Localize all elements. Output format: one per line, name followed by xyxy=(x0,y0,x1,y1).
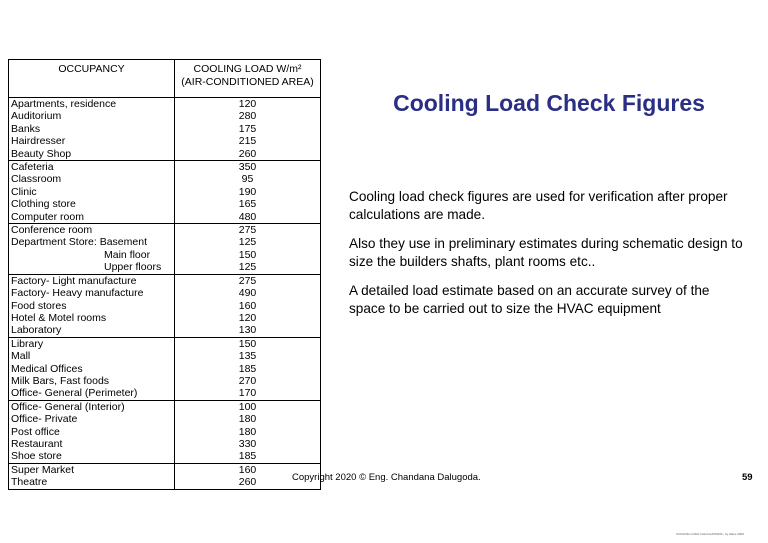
table-row xyxy=(9,110,321,122)
cooling-load-header-line1: COOLING LOAD W/m² xyxy=(193,63,302,75)
table-row xyxy=(9,350,321,362)
cooling-load-cell: 330 xyxy=(175,438,321,450)
occupancy-cell: Factory- Light manufacture xyxy=(9,274,175,287)
table-row xyxy=(9,236,321,248)
table-row xyxy=(9,274,321,287)
copyright-notice: Copyright 2020 © Eng. Chandana Dalugoda. xyxy=(292,472,481,483)
occupancy-cell: Theatre xyxy=(9,476,175,489)
table-row xyxy=(9,224,321,237)
cooling-load-cell: 175 xyxy=(175,123,321,135)
cooling-load-cell: 125 xyxy=(175,261,321,274)
occupancy-cell: Laboratory xyxy=(9,324,175,337)
occupancy-cell: Beauty Shop xyxy=(9,148,175,161)
occupancy-cell: Post office xyxy=(9,426,175,438)
table-body xyxy=(9,98,321,490)
occupancy-header: OCCUPANCY xyxy=(9,60,175,98)
cooling-load-cell: 490 xyxy=(175,287,321,299)
table-row xyxy=(9,287,321,299)
table-row xyxy=(9,375,321,387)
cooling-load-cell: 120 xyxy=(175,98,321,111)
paragraph-detailed-estimate: A detailed load estimate based on an accurate survey of the space to be carried out to size the HVAC equipment xyxy=(349,283,710,316)
occupancy-cell: Clothing store xyxy=(9,198,175,210)
occupancy-cell: Banks xyxy=(9,123,175,135)
occupancy-cell: Office- General (Interior) xyxy=(9,400,175,413)
table-row xyxy=(9,312,321,324)
paragraph-verification: Cooling load check figures are used for verification after proper calculations are made. xyxy=(349,189,728,222)
cooling-load-cell: 270 xyxy=(175,375,321,387)
table-header-row xyxy=(9,60,321,98)
cooling-load-cell: 170 xyxy=(175,387,321,400)
occupancy-cell: Library xyxy=(9,337,175,350)
cooling-load-cell: 215 xyxy=(175,135,321,147)
table-row xyxy=(9,450,321,463)
occupancy-cell: Clinic xyxy=(9,186,175,198)
occupancy-cell: Main floor xyxy=(9,249,175,261)
table-row xyxy=(9,413,321,425)
table-row xyxy=(9,186,321,198)
occupancy-cell: Factory- Heavy manufacture xyxy=(9,287,175,299)
occupancy-cell: Restaurant xyxy=(9,438,175,450)
occupancy-cell: Milk Bars, Fast foods xyxy=(9,375,175,387)
occupancy-cell: Hotel & Motel rooms xyxy=(9,312,175,324)
occupancy-cell: Hairdresser xyxy=(9,135,175,147)
cooling-load-cell: 165 xyxy=(175,198,321,210)
cooling-load-cell: 160 xyxy=(175,463,321,476)
footer-note: COOLING LOAD CALCULATIONS - by AHLL 2020 xyxy=(676,532,744,536)
table-row xyxy=(9,337,321,350)
occupancy-cell: Office- General (Perimeter) xyxy=(9,387,175,400)
cooling-load-cell: 480 xyxy=(175,211,321,224)
occupancy-cell: Upper floors xyxy=(9,261,175,274)
cooling-load-cell: 120 xyxy=(175,312,321,324)
table-row xyxy=(9,148,321,161)
occupancy-cell: Shoe store xyxy=(9,450,175,463)
cooling-load-cell: 350 xyxy=(175,161,321,174)
table-row xyxy=(9,261,321,274)
cooling-load-cell: 260 xyxy=(175,476,321,489)
cooling-load-cell: 190 xyxy=(175,186,321,198)
cooling-load-cell: 185 xyxy=(175,450,321,463)
cooling-load-cell: 275 xyxy=(175,274,321,287)
cooling-load-cell: 280 xyxy=(175,110,321,122)
cooling-load-cell: 150 xyxy=(175,337,321,350)
table-row xyxy=(9,438,321,450)
table-row xyxy=(9,173,321,185)
table-row xyxy=(9,476,321,489)
table-row xyxy=(9,161,321,174)
table-row xyxy=(9,426,321,438)
cooling-load-cell: 95 xyxy=(175,173,321,185)
table-row xyxy=(9,300,321,312)
cooling-load-header xyxy=(175,60,321,98)
occupancy-cell: Medical Offices xyxy=(9,363,175,375)
occupancy-cell: Classroom xyxy=(9,173,175,185)
cooling-load-cell: 125 xyxy=(175,236,321,248)
table-row xyxy=(9,211,321,224)
cooling-load-cell: 275 xyxy=(175,224,321,237)
occupancy-cell: Mall xyxy=(9,350,175,362)
cooling-load-table xyxy=(8,59,321,490)
table-row xyxy=(9,198,321,210)
occupancy-cell: Super Market xyxy=(9,463,175,476)
cooling-load-cell: 135 xyxy=(175,350,321,362)
slide-title: Cooling Load Check Figures xyxy=(393,90,705,116)
table-row xyxy=(9,324,321,337)
cooling-load-header-line2: (AIR-CONDITIONED AREA) xyxy=(181,76,314,88)
occupancy-cell: Auditorium xyxy=(9,110,175,122)
paragraph-preliminary: Also they use in preliminary estimates during schematic design to size the builders shafts, plant rooms etc.. xyxy=(349,236,743,269)
table-row xyxy=(9,387,321,400)
page-number: 59 xyxy=(742,472,753,483)
occupancy-cell: Food stores xyxy=(9,300,175,312)
table-row xyxy=(9,463,321,476)
cooling-load-cell: 150 xyxy=(175,249,321,261)
table-row xyxy=(9,249,321,261)
cooling-load-cell: 180 xyxy=(175,426,321,438)
occupancy-cell: Computer room xyxy=(9,211,175,224)
table-row xyxy=(9,400,321,413)
table-row xyxy=(9,123,321,135)
occupancy-cell: Conference room xyxy=(9,224,175,237)
table-row xyxy=(9,98,321,111)
cooling-load-cell: 185 xyxy=(175,363,321,375)
occupancy-cell: Cafeteria xyxy=(9,161,175,174)
cooling-load-cell: 160 xyxy=(175,300,321,312)
cooling-load-cell: 100 xyxy=(175,400,321,413)
occupancy-cell: Department Store: Basement xyxy=(9,236,175,248)
table-row xyxy=(9,135,321,147)
cooling-load-cell: 260 xyxy=(175,148,321,161)
occupancy-cell: Apartments, residence xyxy=(9,98,175,111)
occupancy-cell: Office- Private xyxy=(9,413,175,425)
cooling-load-cell: 180 xyxy=(175,413,321,425)
table-row xyxy=(9,363,321,375)
slide-body xyxy=(349,188,749,329)
cooling-load-cell: 130 xyxy=(175,324,321,337)
